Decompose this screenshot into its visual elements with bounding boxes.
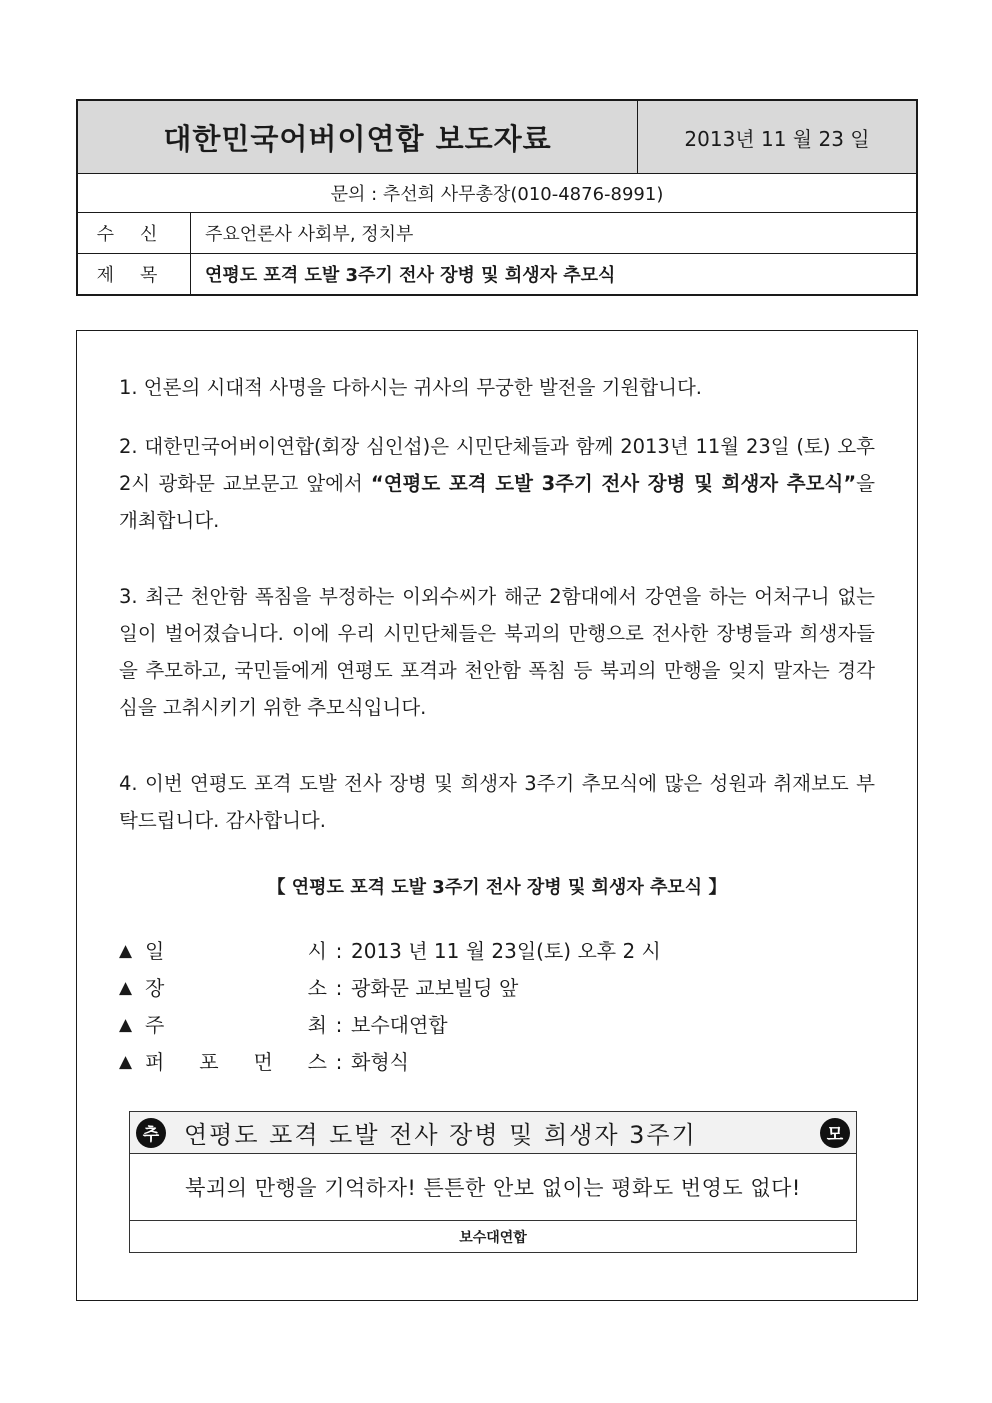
event-title: 【 연평도 포격 도발 3주기 전사 장병 및 희생자 추모식 】 xyxy=(267,877,727,898)
detail-value: 화형식 xyxy=(351,1050,409,1074)
paragraph-1: 1. 언론의 시대적 사명을 다하시는 귀사의 무궁한 발전을 기원합니다. xyxy=(119,376,702,399)
detail-label: 장 소 xyxy=(145,976,327,1000)
triangle-icon: ▲ xyxy=(119,978,133,998)
banner-header xyxy=(130,1112,856,1154)
detail-row-performance: ▲ 퍼 포 먼 스 : 화형식 xyxy=(119,1044,819,1081)
detail-row-host: ▲ 주 최 : 보수대연합 xyxy=(119,1007,819,1044)
detail-value: 보수대연합 xyxy=(351,1013,448,1037)
paragraph-3: 3. 최근 천안함 폭침을 부정하는 이외수씨가 해군 2함대에서 강연을 하는 어처구니 없는 일이 벌어졌습니다. 이에 우리 시민단체들은 북괴의 만행으로 전사한 장병들과 희생자들을 추모하고, 국민들에게 연평도 포격과 천안함 폭침 등 북괴의 만행을 잊지 말자는 경각심을 고취시키기 위한 추모식입니다. xyxy=(119,585,875,719)
memorial-banner xyxy=(129,1111,857,1253)
subject-value: 연평도 포격 도발 3주기 전사 장병 및 희생자 추모식 xyxy=(205,265,616,286)
banner-right-char: 모 xyxy=(820,1118,850,1148)
detail-row-time: ▲ 일 시 : 2013 년 11 월 23일(토) 오후 2 시 xyxy=(119,933,819,970)
recipient-label: 수신 xyxy=(78,213,191,253)
paragraph-4: 4. 이번 연평도 포격 도발 전사 장병 및 희생자 3주기 추모식에 많은 성원과 취재보도 부탁드립니다. 감사합니다. xyxy=(119,772,875,832)
detail-row-place: ▲ 장 소 : 광화문 교보빌딩 앞 xyxy=(119,970,819,1007)
detail-label: 퍼 포 먼 스 xyxy=(145,1050,327,1074)
banner-heading: 연평도 포격 도발 전사 장병 및 희생자 3주기 xyxy=(184,1121,697,1149)
banner-slogan: 북괴의 만행을 기억하자! 튼튼한 안보 없이는 평화도 번영도 없다! xyxy=(130,1154,856,1221)
paragraph-2 xyxy=(119,428,875,539)
subject-label: 제목 xyxy=(78,254,191,294)
detail-label: 일 시 xyxy=(145,939,327,963)
triangle-icon: ▲ xyxy=(119,1052,133,1072)
document-title: 대한민국어버이연합 보도자료 xyxy=(77,100,638,174)
banner-organization: 보수대연합 xyxy=(459,1229,527,1246)
triangle-icon: ▲ xyxy=(119,1015,133,1035)
release-date: 2013년 11 월 23 일 xyxy=(638,100,918,174)
recipient-value: 주요언론사 사회부, 정치부 xyxy=(205,224,414,245)
detail-value: 2013 년 11 월 23일(토) 오후 2 시 xyxy=(351,939,661,963)
detail-value: 광화문 교보빌딩 앞 xyxy=(351,976,519,1000)
contact-info: 문의 : 추선희 사무총장(010-4876-8991) xyxy=(77,174,917,213)
event-details xyxy=(119,933,819,1081)
banner-left-char: 추 xyxy=(136,1118,166,1148)
detail-label: 주 최 xyxy=(145,1013,327,1037)
press-release-body xyxy=(76,330,918,1301)
press-release-header xyxy=(76,99,918,296)
event-name-quote: “연평도 포격 도발 3주기 전사 장병 및 희생자 추모식” xyxy=(370,472,857,495)
triangle-icon: ▲ xyxy=(119,941,133,961)
paragraph-2-text: 2. 대한민국어버이연합(회장 심인섭)은 시민단체들과 함께 2013년 11월 23일 (토) 오후 2시 광화문 교보문고 앞에서 xyxy=(119,435,875,495)
paragraph-2-end: 을 개최합니다. xyxy=(119,472,875,532)
